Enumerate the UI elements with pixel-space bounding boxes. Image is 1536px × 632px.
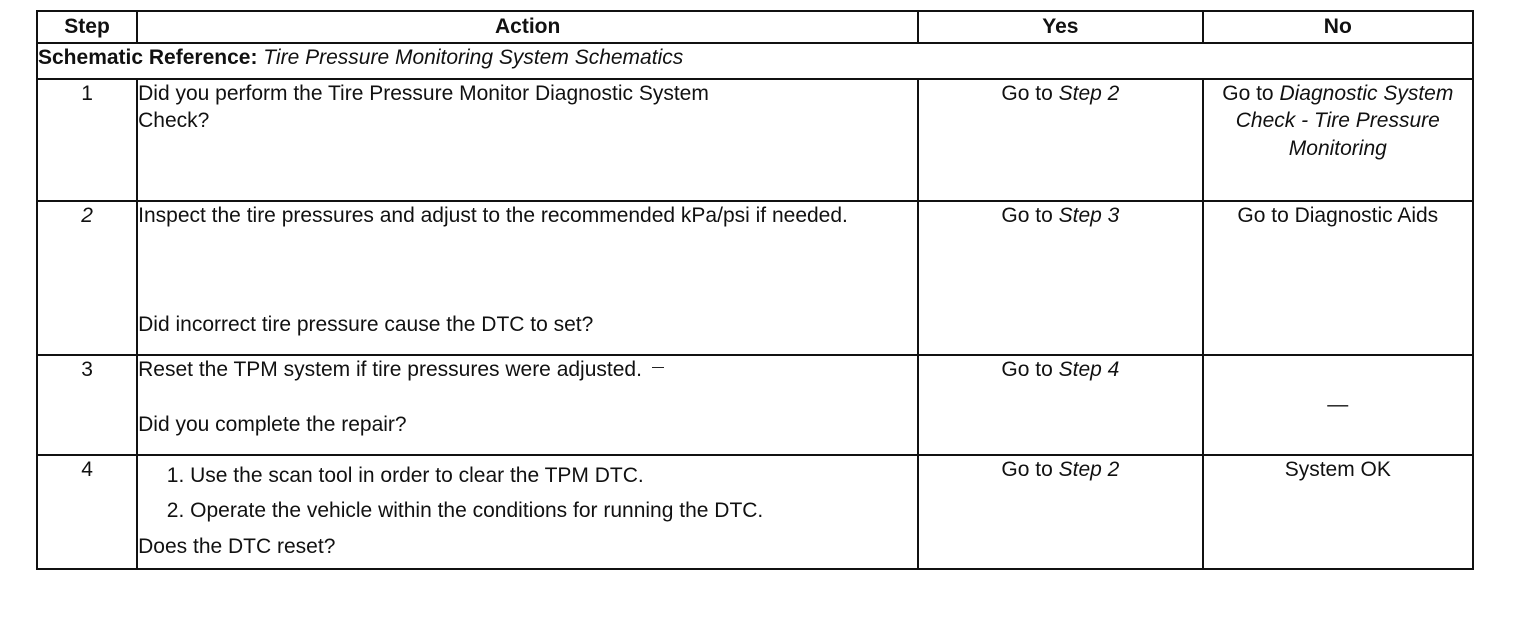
no-diagnostic-aids-link[interactable]: Go to Diagnostic Aids [1237, 204, 1439, 227]
list-item: 2. Operate the vehicle within the conditions for running the DTC. [190, 497, 917, 524]
no-system-ok: System OK [1284, 458, 1391, 481]
no-cell [1203, 455, 1473, 569]
schematic-reference-link[interactable]: Tire Pressure Monitoring System Schematics [263, 46, 684, 69]
action-text: Inspect the tire pressures and adjust to the recommended kPa/psi if needed. [138, 204, 848, 227]
yes-step-link[interactable]: Step 3 [1058, 204, 1120, 227]
list-item: 1. Use the scan tool in order to clear the TPM DTC. [190, 462, 917, 489]
step-number: 2 [37, 201, 137, 355]
yes-cell [918, 201, 1202, 355]
no-cell [1203, 355, 1473, 455]
yes-prefix: Go to [1001, 82, 1053, 105]
no-cell [1203, 201, 1473, 355]
schematic-reference-row [37, 43, 1473, 79]
action-question: Did you complete the repair? [138, 412, 407, 436]
table-row [37, 455, 1473, 569]
action-list [138, 462, 917, 525]
action-cell [137, 79, 918, 201]
dash-mark [652, 367, 664, 368]
action-text: Did you perform the Tire Pressure Monitor Diagnostic System Check? [138, 82, 709, 133]
yes-prefix: Go to [1001, 458, 1053, 481]
yes-prefix: Go to [1001, 204, 1053, 227]
no-prefix: Go to [1222, 82, 1274, 105]
yes-cell [918, 455, 1202, 569]
step-number: 3 [37, 355, 137, 455]
step-number: 1 [37, 79, 137, 201]
action-cell [137, 355, 918, 455]
yes-cell [918, 79, 1202, 201]
yes-step-link[interactable]: Step 2 [1058, 82, 1120, 105]
step-number: 4 [37, 455, 137, 569]
table-row [37, 355, 1473, 455]
action-cell [137, 455, 918, 569]
header-step: Step [37, 11, 137, 43]
header-yes: Yes [918, 11, 1202, 43]
yes-step-link[interactable]: Step 4 [1058, 358, 1120, 381]
action-cell [137, 201, 918, 355]
header-action: Action [137, 11, 918, 43]
no-diagnostic-link[interactable]: Diagnostic System Check - Tire Pressure Monitoring [1235, 82, 1454, 160]
yes-prefix: Go to [1001, 358, 1053, 381]
header-row [37, 11, 1473, 43]
no-cell [1203, 79, 1473, 201]
header-no: No [1203, 11, 1473, 43]
schematic-reference-cell [37, 43, 1473, 79]
yes-step-link[interactable]: Step 2 [1058, 458, 1120, 481]
action-question: Did incorrect tire pressure cause the DTC to set? [138, 312, 594, 336]
yes-cell [918, 355, 1202, 455]
table-row [37, 79, 1473, 201]
schematic-reference-label: Schematic Reference: [38, 46, 258, 69]
action-text: Reset the TPM system if tire pressures were adjusted. [138, 358, 642, 381]
table-row [37, 201, 1473, 355]
action-question: Does the DTC reset? [138, 534, 336, 558]
diagnostic-table [36, 10, 1474, 570]
no-dash: — [1327, 393, 1349, 417]
